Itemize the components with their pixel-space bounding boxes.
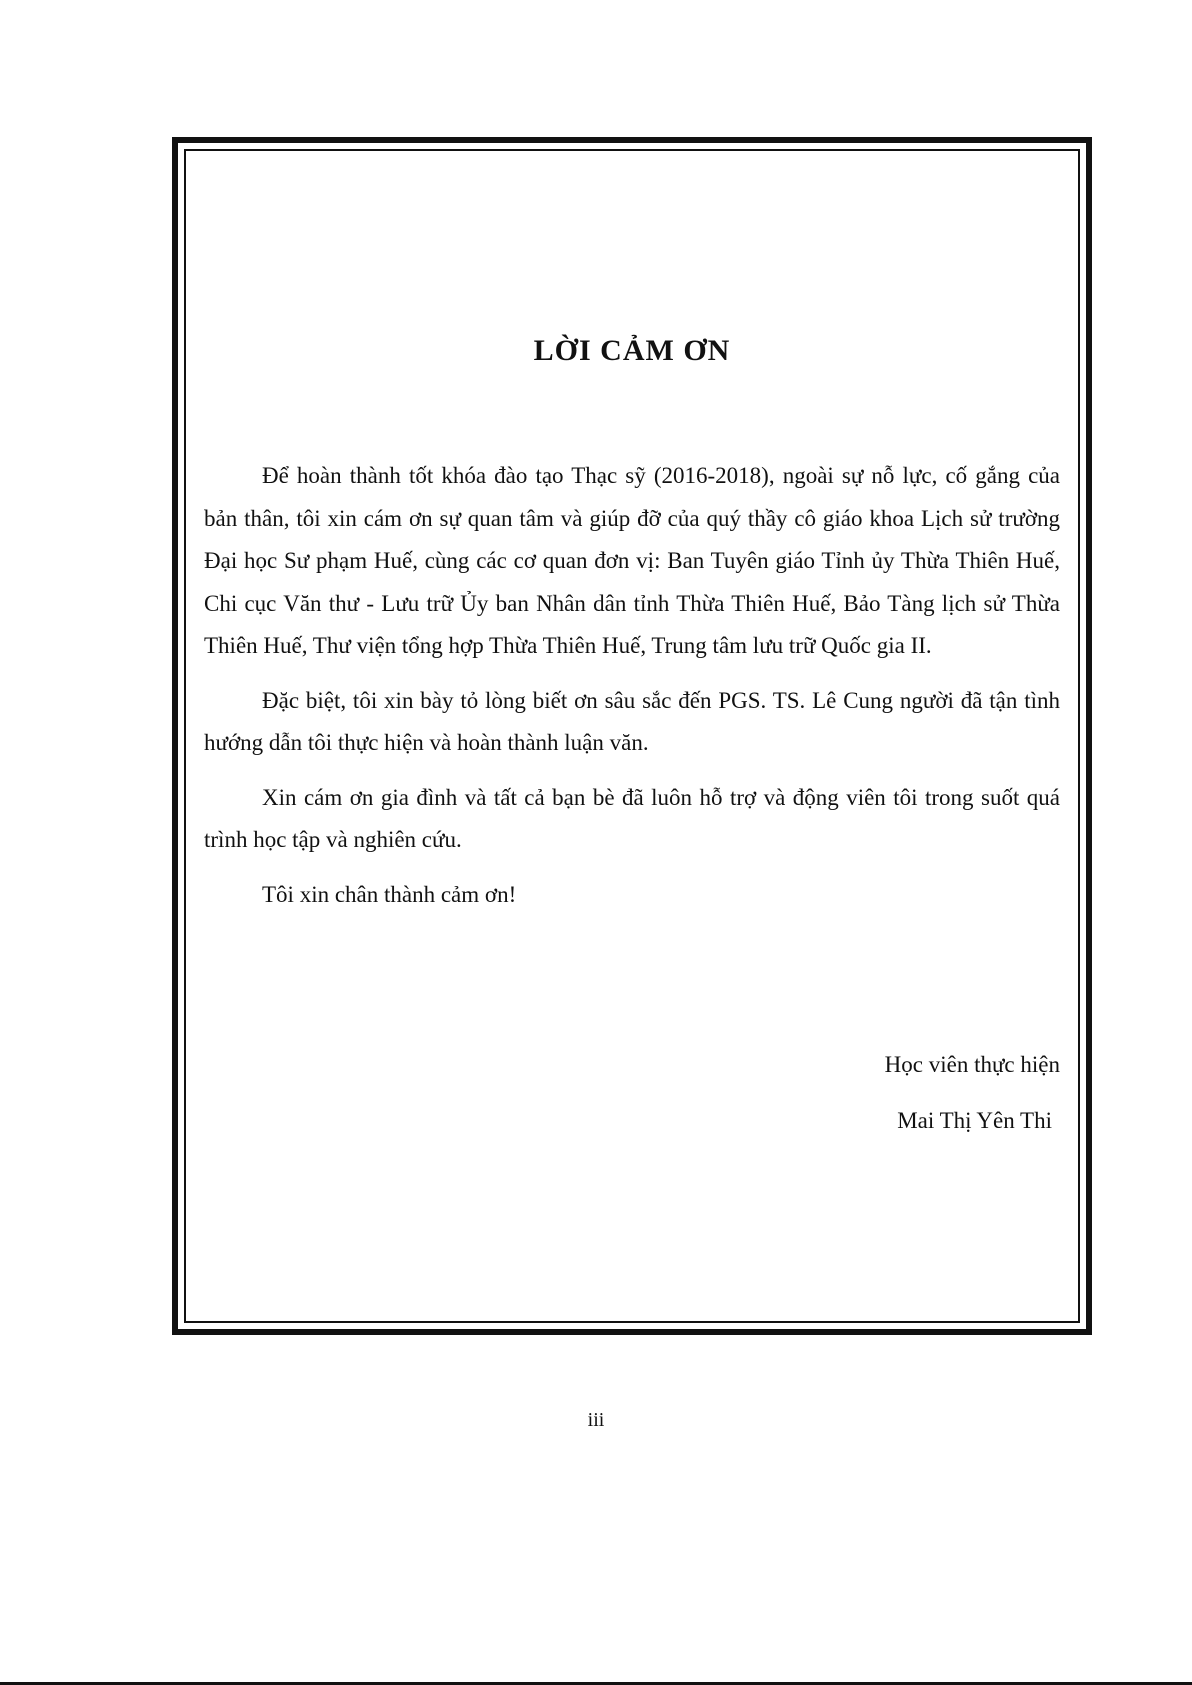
- signature-block: [885, 1050, 1060, 1136]
- paragraph-4: Tôi xin chân thành cảm ơn!: [262, 881, 517, 907]
- signature-role: Học viên thực hiện: [884, 1052, 1060, 1077]
- page-border-outer: [172, 137, 1092, 1335]
- acknowledgement-content: [204, 151, 1060, 1321]
- paragraph-1: Để hoàn thành tốt khóa đào tạo Thạc sỹ (2016-2018), ngoài sự nỗ lực, cố gắng của bản thân, tôi xin cám ơn sự quan tâm và giúp đỡ của quý thầy cô giáo khoa Lịch sử trường Đại học Sư phạm Huế, cùng các cơ quan đơn vị: Ban Tuyên giáo Tỉnh ủy Thừa Thiên Huế, Chi cục Văn thư - Lưu trữ Ủy ban Nhân dân tỉnh Thừa Thiên Huế, Bảo Tàng lịch sử Thừa Thiên Huế, Thư viện tổng hợp Thừa Thiên Huế, Trung tâm lưu trữ Quốc gia II.: [204, 463, 1060, 658]
- page-number: iii: [587, 1409, 605, 1431]
- paragraph-2: Đặc biệt, tôi xin bày tỏ lòng biết ơn sâu sắc đến PGS. TS. Lê Cung người đã tận tình hướng dẫn tôi thực hiện và hoàn thành luận văn.: [204, 687, 1060, 755]
- acknowledgement-body: [204, 455, 1060, 928]
- paragraph-3: Xin cám ơn gia đình và tất cả bạn bè đã luôn hỗ trợ và động viên tôi trong suốt quá trình học tập và nghiên cứu.: [204, 784, 1060, 852]
- page-border-inner: [184, 149, 1080, 1323]
- page-title: LỜI CẢM ƠN: [533, 334, 731, 367]
- signature-name: Mai Thị Yên Thi: [897, 1108, 1052, 1133]
